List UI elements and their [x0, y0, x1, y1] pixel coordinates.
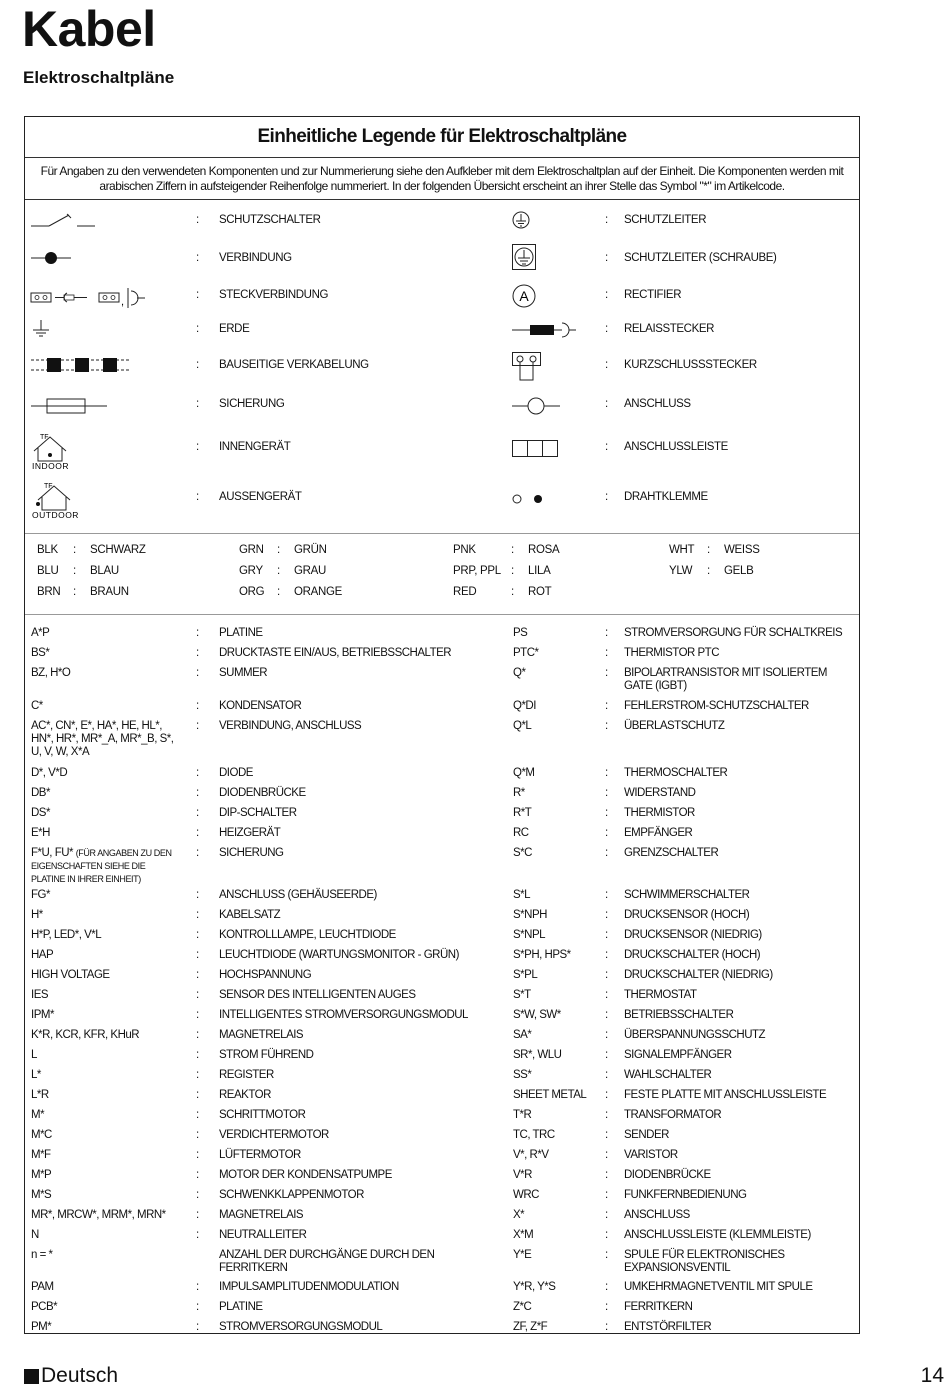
- svg-text:,: ,: [121, 296, 125, 308]
- colon: :: [707, 544, 710, 556]
- color-code: PNK: [453, 544, 476, 556]
- code-right-desc: ENTSTÖRFILTER: [624, 1321, 712, 1333]
- code-right-desc: DRUCKSCHALTER (HOCH): [624, 949, 761, 961]
- code-right: SA*: [513, 1029, 532, 1041]
- colon: :: [196, 1301, 199, 1313]
- colon: :: [605, 323, 608, 335]
- color-code: PRP, PPL: [453, 565, 501, 577]
- colon: :: [196, 1129, 199, 1141]
- colon: :: [605, 1109, 608, 1121]
- legend-title: Einheitliche Legende für Elektroschaltpläne: [25, 117, 859, 158]
- short-circuit-connector-icon: [512, 352, 544, 387]
- code-left-desc: DIODE: [219, 767, 253, 779]
- colon: :: [196, 398, 199, 410]
- color-name: WEISS: [724, 544, 760, 556]
- code-left-desc: HEIZGERÄT: [219, 827, 281, 839]
- color-name: ORANGE: [294, 586, 343, 598]
- code-right: PTC*: [513, 647, 539, 659]
- connection-dot-icon: [31, 250, 71, 271]
- indoor-house-icon: [30, 431, 80, 476]
- code-left-desc: LEUCHTDIODE (WARTUNGSMONITOR - GRÜN): [219, 949, 459, 961]
- code-left: BS*: [31, 647, 50, 659]
- colon: :: [605, 214, 608, 226]
- code-left: n = *: [31, 1249, 53, 1261]
- code-left: FG*: [31, 889, 50, 901]
- code-right: R*T: [513, 807, 532, 819]
- colon: :: [511, 586, 514, 598]
- symbol-label-terminal-strip: ANSCHLUSSLEISTE: [624, 441, 728, 453]
- color-code: BLK: [37, 544, 58, 556]
- code-left: H*P, LED*, V*L: [31, 929, 102, 941]
- code-right: SS*: [513, 1069, 532, 1081]
- colon: :: [196, 1029, 199, 1041]
- colon: :: [196, 949, 199, 961]
- code-right: S*PL: [513, 969, 538, 981]
- colon: :: [605, 889, 608, 901]
- colon: :: [605, 1129, 608, 1141]
- earth-icon: [31, 320, 51, 345]
- code-right: S*C: [513, 847, 532, 859]
- code-right-desc: WIDERSTAND: [624, 787, 696, 799]
- terminal-strip-icon: [512, 440, 560, 463]
- colon: :: [605, 491, 608, 503]
- colon: :: [605, 1249, 608, 1261]
- colon: :: [707, 565, 710, 577]
- protective-earth-icon: [512, 211, 530, 234]
- page-subtitle: Elektroschaltpläne: [23, 68, 175, 87]
- code-right-desc: UMKEHRMAGNETVENTIL MIT SPULE: [624, 1281, 813, 1293]
- code-right-desc: ÜBERSPANNUNGSSCHUTZ: [624, 1029, 766, 1041]
- colon: :: [196, 847, 199, 859]
- code-left-desc: SUMMER: [219, 667, 268, 679]
- code-right: RC: [513, 827, 529, 839]
- colon: :: [605, 1301, 608, 1313]
- colon: :: [605, 1149, 608, 1161]
- symbol-label-connection: VERBINDUNG: [219, 252, 292, 264]
- colon: :: [196, 807, 199, 819]
- colon: :: [605, 989, 608, 1001]
- color-code: ORG: [239, 586, 265, 598]
- code-left-desc: STROMVERSORGUNGSMODUL: [219, 1321, 383, 1333]
- colon: :: [277, 544, 280, 556]
- symbol-label-short-circuit: KURZSCHLUSSSTECKER: [624, 359, 757, 371]
- code-left-desc: KONTROLLLAMPE, LEUCHTDIODE: [219, 929, 396, 941]
- colon: :: [196, 889, 199, 901]
- fuse-icon: [31, 395, 107, 422]
- code-right: ZF, Z*F: [513, 1321, 548, 1333]
- code-left-desc: REAKTOR: [219, 1089, 271, 1101]
- color-name: LILA: [528, 565, 551, 577]
- colon: :: [605, 787, 608, 799]
- code-right: S*L: [513, 889, 531, 901]
- code-left: M*: [31, 1109, 45, 1121]
- code-left: IES: [31, 989, 49, 1001]
- symbol-label-protective-earth-screw: SCHUTZLEITER (SCHRAUBE): [624, 252, 777, 264]
- code-right-desc: SENDER: [624, 1129, 669, 1141]
- colon: :: [605, 252, 608, 264]
- colon: :: [605, 1189, 608, 1201]
- code-right-desc: SPULE FÜR ELEKTRONISCHES EXPANSIONSVENTIL: [624, 1249, 785, 1274]
- code-left-desc: PLATINE: [219, 627, 263, 639]
- code-right-desc: DRUCKSENSOR (NIEDRIG): [624, 929, 762, 941]
- code-right-desc: DRUCKSCHALTER (NIEDRIG): [624, 969, 773, 981]
- colon: :: [605, 1281, 608, 1293]
- code-right-desc: ANSCHLUSSLEISTE (KLEMMLEISTE): [624, 1229, 811, 1241]
- code-right: Q*M: [513, 767, 535, 779]
- code-right-desc: DIODENBRÜCKE: [624, 1169, 711, 1181]
- color-name: BLAU: [90, 565, 119, 577]
- code-left-desc: MOTOR DER KONDENSATPUMPE: [219, 1169, 392, 1181]
- code-left: DB*: [31, 787, 50, 799]
- code-left-desc: SENSOR DES INTELLIGENTEN AUGES: [219, 989, 416, 1001]
- code-left: IPM*: [31, 1009, 54, 1021]
- colon: :: [196, 1169, 199, 1181]
- code-left-desc: STROM FÜHREND: [219, 1049, 314, 1061]
- colon: :: [196, 929, 199, 941]
- code-left: PAM: [31, 1281, 54, 1293]
- colon: :: [196, 252, 199, 264]
- symbol-label-earth: ERDE: [219, 323, 250, 335]
- colon: :: [196, 909, 199, 921]
- code-left-desc: KABELSATZ: [219, 909, 281, 921]
- code-right: S*PH, HPS*: [513, 949, 571, 961]
- colon: :: [605, 1029, 608, 1041]
- code-left: BZ, H*O: [31, 667, 71, 679]
- code-right-desc: FUNKFERNBEDIENUNG: [624, 1189, 747, 1201]
- colon: :: [196, 969, 199, 981]
- code-right: WRC: [513, 1189, 539, 1201]
- code-right-desc: VARISTOR: [624, 1149, 678, 1161]
- code-right: S*NPH: [513, 909, 547, 921]
- code-right-desc: TRANSFORMATOR: [624, 1109, 722, 1121]
- colon: :: [73, 565, 76, 577]
- colon: :: [511, 565, 514, 577]
- code-left: PM*: [31, 1321, 52, 1333]
- colon: :: [605, 807, 608, 819]
- color-name: ROT: [528, 586, 552, 598]
- page-title: Kabel: [22, 1, 156, 57]
- code-left: K*R, KCR, KFR, KHuR: [31, 1029, 140, 1041]
- colon: :: [605, 1209, 608, 1221]
- code-right-desc: FESTE PLATTE MIT ANSCHLUSSLEISTE: [624, 1089, 827, 1101]
- colon: :: [605, 827, 608, 839]
- code-right-desc: BETRIEBSSCHALTER: [624, 1009, 734, 1021]
- colon: :: [196, 667, 199, 679]
- colon: :: [196, 214, 199, 226]
- legend-box: [24, 116, 860, 1334]
- code-left-desc: REGISTER: [219, 1069, 274, 1081]
- code-right: V*, R*V: [513, 1149, 549, 1161]
- symbol-label-protective-earth: SCHUTZLEITER: [624, 214, 707, 226]
- field-wiring-icon: [31, 358, 131, 377]
- colon: :: [196, 491, 199, 503]
- code-left: D*, V*D: [31, 767, 68, 779]
- colon: :: [605, 969, 608, 981]
- code-left: C*: [31, 700, 43, 712]
- colon: :: [196, 1209, 199, 1221]
- symbol-label-plug: STECKVERBINDUNG: [219, 289, 329, 301]
- code-right: X*M: [513, 1229, 534, 1241]
- code-left: M*P: [31, 1169, 52, 1181]
- indoor-icon-text: INDOOR: [32, 461, 69, 471]
- outdoor-icon-text: OUTDOOR: [32, 510, 79, 520]
- colon: :: [196, 767, 199, 779]
- terminal-icon: [512, 396, 562, 421]
- wire-clamp-icon: [512, 492, 546, 510]
- symbol-label-indoor: INNENGERÄT: [219, 441, 291, 453]
- code-right: Q*DI: [513, 700, 536, 712]
- color-name: BRAUN: [90, 586, 129, 598]
- code-left: H*: [31, 909, 43, 921]
- colon: :: [196, 441, 199, 453]
- colon: :: [605, 909, 608, 921]
- code-right: T*R: [513, 1109, 532, 1121]
- colon: :: [605, 667, 608, 679]
- color-name: GRÜN: [294, 544, 327, 556]
- colon: :: [605, 1321, 608, 1333]
- symbol-label-outdoor: AUSSENGERÄT: [219, 491, 302, 503]
- page-number: 14: [920, 1364, 944, 1387]
- colon: :: [196, 1281, 199, 1293]
- color-name: SCHWARZ: [90, 544, 146, 556]
- code-right: R*: [513, 787, 525, 799]
- colon: :: [196, 323, 199, 335]
- switch-icon: [31, 212, 95, 237]
- color-code: RED: [453, 586, 477, 598]
- colon: :: [605, 289, 608, 301]
- color-legend: [25, 534, 859, 615]
- colon: :: [605, 1169, 608, 1181]
- colon: :: [511, 544, 514, 556]
- code-left: MR*, MRCW*, MRM*, MRN*: [31, 1209, 166, 1221]
- footer-language-text: Deutsch: [41, 1364, 119, 1387]
- code-right: V*R: [513, 1169, 532, 1181]
- code-left: DS*: [31, 807, 50, 819]
- code-right-desc: THERMISTOR: [624, 807, 695, 819]
- color-code: GRN: [239, 544, 264, 556]
- colon: :: [605, 929, 608, 941]
- colon: :: [605, 1069, 608, 1081]
- color-name: GELB: [724, 565, 754, 577]
- code-right: X*: [513, 1209, 525, 1221]
- colon: :: [73, 586, 76, 598]
- code-left: L*R: [31, 1089, 49, 1101]
- code-left-desc: INTELLIGENTES STROMVERSORGUNGSMODUL: [219, 1009, 468, 1021]
- colon: :: [605, 720, 608, 732]
- code-right-desc: EMPFÄNGER: [624, 827, 693, 839]
- colon: :: [196, 1189, 199, 1201]
- colon: :: [196, 1229, 199, 1241]
- code-left-desc: SICHERUNG: [219, 847, 284, 859]
- code-left: N: [31, 1229, 39, 1241]
- colon: :: [196, 1009, 199, 1021]
- legend-intro: Für Angaben zu den verwendeten Komponenten und zur Nummerierung siehe den Aufkleber mit dem Elektroschaltplan auf der Einheit. Die Komponenten werden mit arabischen Ziffern in aufsteigender Reihenfolge nummeriert. In der folgenden Übersicht erscheint an ihrer Stelle das Symbol "*" im Artikelcode.: [25, 158, 859, 200]
- code-left-desc: NEUTRALLEITER: [219, 1229, 307, 1241]
- code-left-desc: PLATINE: [219, 1301, 263, 1313]
- colon: :: [605, 1049, 608, 1061]
- code-left-desc: DIODENBRÜCKE: [219, 787, 306, 799]
- code-left: M*C: [31, 1129, 52, 1141]
- symbol-legend: [25, 200, 859, 534]
- colon: :: [196, 1109, 199, 1121]
- code-left-desc: MAGNETRELAIS: [219, 1209, 304, 1221]
- colon: :: [605, 847, 608, 859]
- color-name: GRAU: [294, 565, 327, 577]
- colon: :: [605, 700, 608, 712]
- code-left-desc: VERDICHTERMOTOR: [219, 1129, 329, 1141]
- rectifier-icon-text: A: [519, 288, 529, 304]
- colon: :: [196, 1049, 199, 1061]
- colon: :: [196, 827, 199, 839]
- code-right-desc: WAHLSCHALTER: [624, 1069, 712, 1081]
- code-right-desc: THERMOSTAT: [624, 989, 697, 1001]
- code-left: HAP: [31, 949, 54, 961]
- rectifier-icon: [512, 284, 536, 313]
- code-right: Q*: [513, 667, 526, 679]
- outdoor-house-icon: [30, 480, 85, 525]
- code-left-desc: ANSCHLUSS (GEHÄUSEERDE): [219, 889, 377, 901]
- code-left-desc: HOCHSPANNUNG: [219, 969, 312, 981]
- code-left-desc: MAGNETRELAIS: [219, 1029, 304, 1041]
- code-right: Z*C: [513, 1301, 532, 1313]
- code-right: Y*R, Y*S: [513, 1281, 556, 1293]
- code-right-desc: GRENZSCHALTER: [624, 847, 719, 859]
- code-right: PS: [513, 627, 528, 639]
- plug-connector-icon: [31, 288, 151, 313]
- symbol-label-wire-clamp: DRAHTKLEMME: [624, 491, 708, 503]
- code-left: PCB*: [31, 1301, 58, 1313]
- code-right-desc: ANSCHLUSS: [624, 1209, 690, 1221]
- code-right: Q*L: [513, 720, 532, 732]
- code-left-desc: VERBINDUNG, ANSCHLUSS: [219, 720, 362, 732]
- colon: :: [605, 1229, 608, 1241]
- colon: :: [605, 398, 608, 410]
- code-left: L*: [31, 1069, 41, 1081]
- color-code: WHT: [669, 544, 695, 556]
- colon: :: [196, 1089, 199, 1101]
- code-right-desc: BIPOLARTRANSISTOR MIT ISOLIERTEM GATE (IGBT): [624, 667, 827, 692]
- colon: :: [605, 767, 608, 779]
- symbol-label-rectifier: RECTIFIER: [624, 289, 682, 301]
- colon: :: [196, 1149, 199, 1161]
- symbol-label-switch: SCHUTZSCHALTER: [219, 214, 321, 226]
- colon: :: [196, 627, 199, 639]
- colon: :: [277, 586, 280, 598]
- code-left-desc: SCHRITTMOTOR: [219, 1109, 306, 1121]
- code-right-desc: STROMVERSORGUNG FÜR SCHALTKREIS: [624, 627, 843, 639]
- colon: :: [196, 289, 199, 301]
- code-right-desc: FERRITKERN: [624, 1301, 693, 1313]
- code-left-desc: IMPULSAMPLITUDENMODULATION: [219, 1281, 399, 1293]
- colon: :: [605, 441, 608, 453]
- colon: :: [196, 720, 199, 732]
- code-left-desc: SCHWENKKLAPPENMOTOR: [219, 1189, 364, 1201]
- code-left: E*H: [31, 827, 50, 839]
- code-right-desc: THERMOSCHALTER: [624, 767, 728, 779]
- colon: :: [196, 647, 199, 659]
- code-right: S*T: [513, 989, 531, 1001]
- code-left-desc: KONDENSATOR: [219, 700, 302, 712]
- code-left-desc: LÜFTERMOTOR: [219, 1149, 301, 1161]
- code-right: S*W, SW*: [513, 1009, 561, 1021]
- code-left: L: [31, 1049, 37, 1061]
- code-right-desc: SCHWIMMERSCHALTER: [624, 889, 750, 901]
- color-code: YLW: [669, 565, 693, 577]
- code-left: M*S: [31, 1189, 52, 1201]
- colon: :: [605, 1089, 608, 1101]
- colon: :: [605, 949, 608, 961]
- code-right: TC, TRC: [513, 1129, 555, 1141]
- code-right: SR*, WLU: [513, 1049, 562, 1061]
- symbol-label-terminal: ANSCHLUSS: [624, 398, 691, 410]
- protective-earth-screw-icon: [512, 244, 536, 275]
- code-left: A*P: [31, 627, 50, 639]
- colon: :: [196, 359, 199, 371]
- code-left-desc: ANZAHL DER DURCHGÄNGE DURCH DEN FERRITKERN: [219, 1249, 435, 1274]
- code-left: HIGH VOLTAGE: [31, 969, 110, 981]
- symbol-label-fuse: SICHERUNG: [219, 398, 285, 410]
- code-right: SHEET METAL: [513, 1089, 587, 1101]
- color-code: BRN: [37, 586, 61, 598]
- colon: :: [277, 565, 280, 577]
- code-right-desc: ÜBERLASTSCHUTZ: [624, 720, 725, 732]
- code-left-note: (FÜR ANGABEN ZU DEN EIGENSCHAFTEN SIEHE DIE PLATINE IN IHRER EINHEIT): [31, 848, 172, 884]
- relay-connector-icon: [512, 320, 578, 345]
- colon: :: [196, 1069, 199, 1081]
- color-code: BLU: [37, 565, 59, 577]
- colon: :: [605, 1009, 608, 1021]
- footer-language: [24, 1364, 118, 1388]
- code-right: S*NPL: [513, 929, 546, 941]
- colon: :: [73, 544, 76, 556]
- color-name: ROSA: [528, 544, 560, 556]
- symbol-label-relay: RELAISSTECKER: [624, 323, 715, 335]
- colon: :: [196, 989, 199, 1001]
- colon: :: [605, 627, 608, 639]
- code-right-desc: FEHLERSTROM-SCHUTZSCHALTER: [624, 700, 809, 712]
- color-code: GRY: [239, 565, 263, 577]
- symbol-label-field-wiring: BAUSEITIGE VERKABELUNG: [219, 359, 369, 371]
- code-left: AC*, CN*, E*, HA*, HE, HL*, HN*, HR*, MR*_A, MR*_B, S*, U, V, W, X*A: [31, 720, 174, 758]
- code-left-desc: DIP-SCHALTER: [219, 807, 297, 819]
- colon: :: [605, 647, 608, 659]
- colon: :: [196, 700, 199, 712]
- code-left-text: F*U, FU*: [31, 847, 73, 859]
- code-right-desc: THERMISTOR PTC: [624, 647, 720, 659]
- colon: :: [605, 359, 608, 371]
- code-left-desc: DRUCKTASTE EIN/AUS, BETRIEBSSCHALTER: [219, 647, 452, 659]
- square-bullet-icon: [24, 1369, 39, 1384]
- code-left: [31, 847, 181, 886]
- svg-text:TF: TF: [44, 483, 53, 490]
- code-right-desc: DRUCKSENSOR (HOCH): [624, 909, 750, 921]
- code-right: Y*E: [513, 1249, 532, 1261]
- code-right-desc: SIGNALEMPFÄNGER: [624, 1049, 732, 1061]
- svg-text:TF: TF: [40, 434, 49, 441]
- colon: :: [196, 1321, 199, 1333]
- code-left: M*F: [31, 1149, 51, 1161]
- colon: :: [196, 787, 199, 799]
